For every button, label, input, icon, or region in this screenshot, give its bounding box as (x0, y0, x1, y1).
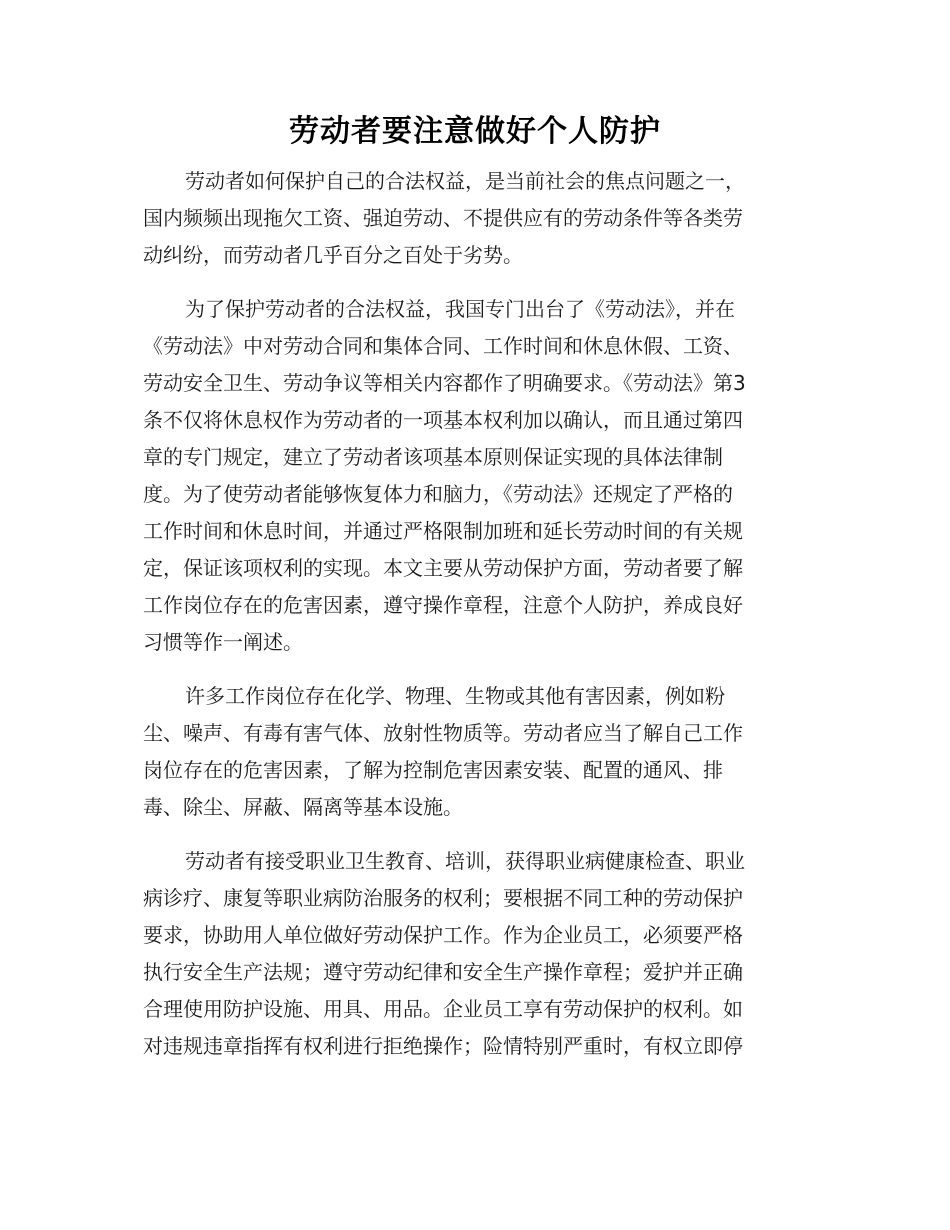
paragraph-2 (143, 291, 813, 661)
text-line: 劳动者如何保护自己的合法权益，是当前社会的焦点问题之一， (185, 169, 745, 193)
text-line: 工作岗位存在的危害因素，遵守操作章程，注意个人防护，养成良好 (143, 593, 743, 617)
text-line: 国内频频出现拖欠工资、强迫劳动、不提供应有的劳动条件等各类劳 (143, 206, 743, 230)
text-line: 病诊疗、康复等职业病防治服务的权利；要根据不同工种的劳动保护 (143, 886, 743, 910)
text-line: 定，保证该项权利的实现。本文主要从劳动保护方面，劳动者要了解 (143, 556, 743, 580)
text-line: 许多工作岗位存在化学、物理、生物或其他有害因素，例如粉 (185, 684, 725, 708)
text-line: 为了保护劳动者的合法权益，我国专门出台了《劳动法》，并在 (185, 297, 735, 321)
text-line: 条不仅将休息权作为劳动者的一项基本权利加以确认，而且通过第四 (143, 408, 743, 432)
paragraph-1 (143, 163, 813, 274)
text-line: 度。为了使劳动者能够恢复体力和脑力，《劳动法》还规定了严格的 (143, 482, 733, 506)
text-line: 习惯等作一阐述。 (143, 630, 303, 654)
paragraph-3 (143, 678, 813, 826)
text-line: 岗位存在的危害因素，了解为控制危害因素安装、配置的通风、排 (143, 758, 723, 782)
document-title: 劳动者要注意做好个人防护 (289, 114, 661, 149)
text-line: 合理使用防护设施、用具、用品。企业员工享有劳动保护的权利。如 (143, 997, 743, 1021)
text-line: 对违规违章指挥有权利进行拒绝操作；险情特别严重时，有权立即停 (143, 1034, 743, 1058)
document-body (143, 163, 813, 1082)
text-line: 要求，协助用人单位做好劳动保护工作。作为企业员工，必须要严格 (143, 923, 743, 947)
text-line: 执行安全生产法规；遵守劳动纪律和安全生产操作章程；爱护并正确 (143, 960, 743, 984)
text-line: 尘、噪声、有毒有害气体、放射性物质等。劳动者应当了解自己工作 (143, 721, 743, 745)
text-line: 劳动安全卫生、劳动争议等相关内容都作了明确要求。《劳动法》第3 (143, 371, 746, 395)
text-line: 工作时间和休息时间，并通过严格限制加班和延长劳动时间的有关规 (143, 519, 743, 543)
text-line: 毒、除尘、屏蔽、隔离等基本设施。 (143, 795, 463, 819)
text-line: 劳动者有接受职业卫生教育、培训，获得职业病健康检查、职业 (185, 849, 745, 873)
text-line: 《劳动法》中对劳动合同和集体合同、工作时间和休息休假、工资、 (143, 334, 743, 358)
text-line: 动纠纷，而劳动者几乎百分之百处于劣势。 (143, 243, 523, 267)
paragraph-4 (143, 843, 813, 1065)
text-line: 章的专门规定，建立了劳动者该项基本原则保证实现的具体法律制 (143, 445, 723, 469)
